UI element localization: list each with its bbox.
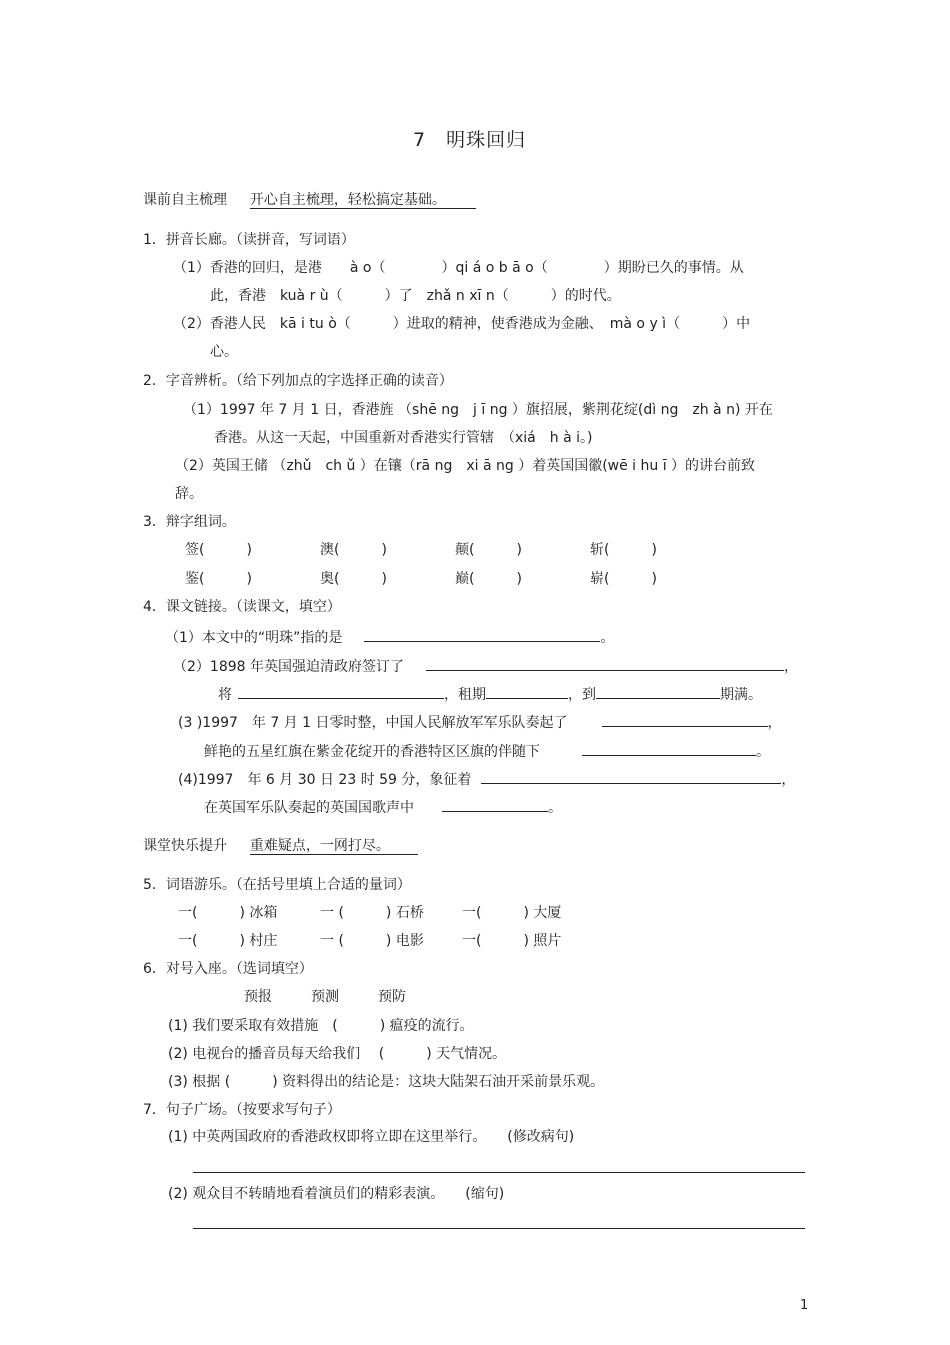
q4-part-3a xyxy=(178,711,782,732)
q6-word: 预测 xyxy=(311,989,339,1005)
q5-item: 一( ) 照片 xyxy=(462,933,562,949)
q3-item: 巅( ) xyxy=(455,571,522,587)
q4-text: （1）本文中的“明珠”指的是 xyxy=(165,630,343,646)
q4-text: 。 xyxy=(548,800,562,816)
section-label: 课前自主梳理 xyxy=(143,192,227,208)
q6-sentence: (1) 我们要采取有效措施 ( ) 瘟疫的流行。 xyxy=(168,1018,474,1034)
q4-part-2a xyxy=(173,655,798,676)
section-label: 课堂快乐提升 xyxy=(143,838,227,854)
q3-item: 颠( ) xyxy=(455,542,522,558)
q3-item: 澳( ) xyxy=(320,542,387,558)
q6-sentence: (3) 根据 ( ) 资料得出的结论是：这块大陆架石油开采前景乐观。 xyxy=(168,1074,605,1090)
q4-text: 期满。 xyxy=(720,687,762,703)
q5-item: 一( ) 大厦 xyxy=(462,905,562,921)
q1-line-4: 心。 xyxy=(210,344,238,360)
q4-part-4a xyxy=(178,768,795,789)
q5-item: 一( ) 冰箱 xyxy=(178,905,278,921)
q5-item: 一( ) 村庄 xyxy=(178,933,278,949)
q6-sentence: (2) 电视台的播音员每天给我们 ( ) 天气情况。 xyxy=(168,1046,507,1062)
section-slogan: 重难疑点，一网打尽。 xyxy=(250,838,418,855)
q3-heading: 3．辩字组词。 xyxy=(143,514,236,530)
q2-line-1: （1）1997 年 7 月 1 日，香港旌 （shē ng j ī ng ）旗招展，紫荆花绽(dì ng zh à n) 开在 xyxy=(183,402,773,418)
q4-text: 将 xyxy=(218,687,232,703)
q2-line-2: 香港。从这一天起，中国重新对香港实行管辖 （xiá h à i。) xyxy=(214,430,593,446)
q7-sentence: (1) 中英两国政府的香港政权即将立即在这里举行。 (修改病句) xyxy=(168,1129,575,1145)
answer-line[interactable] xyxy=(193,1228,805,1229)
answer-line[interactable] xyxy=(193,1172,805,1173)
q4-text: （2）1898 年英国强迫清政府签订了 xyxy=(173,659,404,675)
page-title: 7 明珠回归 xyxy=(413,129,527,151)
q4-text: ， xyxy=(784,659,798,675)
q3-item: 奥( ) xyxy=(320,571,387,587)
q4-text: ，到 xyxy=(568,687,596,703)
q1-heading: 1．拼音长廊。（读拼音，写词语） xyxy=(143,232,355,248)
q4-text: 在英国军乐队奏起的英国国歌声中 xyxy=(204,800,414,816)
answer-blank[interactable] xyxy=(486,683,568,699)
q2-line-4: 辞。 xyxy=(175,486,203,502)
q4-part-1 xyxy=(165,626,614,647)
q4-part-3b xyxy=(204,740,770,761)
q2-heading: 2．字音辨析。（给下列加点的字选择正确的读音） xyxy=(143,373,453,389)
answer-blank[interactable] xyxy=(426,655,784,671)
q4-text: ， xyxy=(781,772,796,788)
answer-blank[interactable] xyxy=(596,683,720,699)
answer-blank[interactable] xyxy=(364,626,600,642)
q6-word: 预防 xyxy=(378,989,406,1005)
answer-blank[interactable] xyxy=(582,740,756,756)
q3-item: 鉴( ) xyxy=(185,571,252,587)
q5-item: 一 ( ) 电影 xyxy=(320,933,424,949)
q5-heading: 5．词语游乐。（在括号里填上合适的量词） xyxy=(143,877,411,893)
q1-line-3: （2）香港人民 kā i tu ò（ ）进取的精神，使香港成为金融、 mà o y ì（ ）中 xyxy=(173,316,751,332)
q4-part-4b xyxy=(204,796,562,817)
q6-heading: 6．对号入座。（选词填空） xyxy=(143,961,313,977)
answer-blank[interactable] xyxy=(238,683,444,699)
q3-item: 签( ) xyxy=(185,542,252,558)
q1-line-2: 此，香港 kuà r ù（ ）了 zhǎ n xī n（ ）的时代。 xyxy=(210,288,621,304)
section-header-class xyxy=(143,837,418,855)
q4-heading: 4．课文链接。（读课文，填空） xyxy=(143,599,341,615)
page-number: 1 xyxy=(800,1298,809,1313)
answer-blank[interactable] xyxy=(442,796,548,812)
section-slogan: 开心自主梳理，轻松搞定基础。 xyxy=(250,192,476,209)
q2-line-3: （2）英国王储 （zhǔ ch ǔ ）在镶（rā ng xi ā ng ）着英国国徽(wē i hu ī ）的讲台前致 xyxy=(175,458,756,474)
q3-item: 斩( ) xyxy=(590,542,657,558)
q5-item: 一 ( ) 石桥 xyxy=(320,905,424,921)
q7-heading: 7．句子广场。（按要求写句子） xyxy=(143,1102,341,1118)
q4-text: (3 )1997 年 7 月 1 日零时整，中国人民解放军军乐队奏起了 xyxy=(178,715,568,731)
q4-text: 。 xyxy=(756,744,770,760)
q1-line-1: （1）香港的回归，是港 à o（ ）qi á o b ā o（ ）期盼已久的事情。从 xyxy=(173,260,744,276)
q4-text: ，租期 xyxy=(444,687,486,703)
q3-item: 崭( ) xyxy=(590,571,657,587)
q4-text: (4)1997 年 6 月 30 日 23 时 59 分，象征着 xyxy=(178,772,472,788)
section-header-preview xyxy=(143,191,476,209)
q4-text: 。 xyxy=(600,630,615,646)
q6-word: 预报 xyxy=(244,989,272,1005)
q4-part-2b xyxy=(218,683,762,704)
answer-blank[interactable] xyxy=(602,711,768,727)
answer-blank[interactable] xyxy=(481,768,781,784)
q4-text: ， xyxy=(767,715,782,731)
q4-text: 鲜艳的五星红旗在紫金花绽开的香港特区区旗的伴随下 xyxy=(204,744,540,760)
q7-sentence: (2) 观众目不转睛地看着演员们的精彩表演。 (缩句) xyxy=(168,1186,505,1202)
